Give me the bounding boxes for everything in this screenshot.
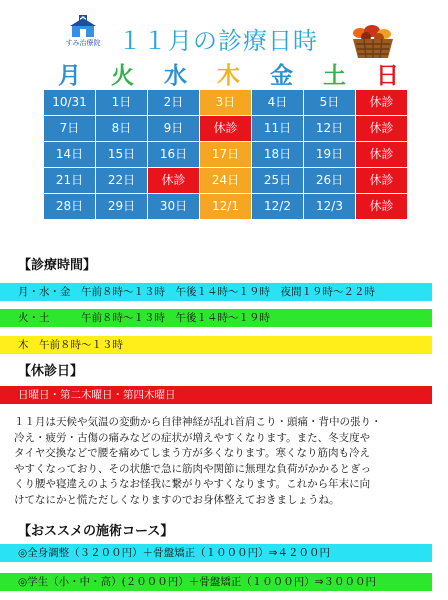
message-line: 冷え・疲労・古傷の痛みなどの症状が増えやすくなります。また、冬支度や: [14, 431, 371, 444]
calendar-cell: 7日: [44, 116, 96, 142]
calendar-cell: 26日: [304, 168, 356, 194]
calendar-cell-closed: 休診: [356, 142, 408, 168]
clinic-logo-text: すみ治療院: [65, 39, 101, 47]
weekday-label: 月: [58, 63, 81, 89]
calendar-week-row: [44, 116, 408, 142]
holidays-title: 【休診日】: [18, 364, 84, 379]
calendar-cell-closed: 休診: [356, 90, 408, 116]
calendar-cell: 10/31: [44, 90, 96, 116]
hours-thu: 木 午前８時～１３時: [0, 336, 432, 354]
calendar-cell: 1日: [96, 90, 148, 116]
course-student: ◎学生（小・中・高）(２０００円）＋骨盤矯正（１０００円）⇒３０００円: [0, 573, 432, 591]
hours-mon-wed-fri: 月・水・金 午前８時～１３時 午後１４時～１９時 夜間１９時～２２時: [0, 283, 432, 301]
weekday-label: 木: [217, 63, 240, 89]
autumn-basket-icon: [350, 24, 396, 60]
hours-title: 【診療時間】: [18, 258, 97, 273]
message-line: やすくなっており、その状態で急に筋肉や関節に無理な負荷がかかるとぎっ: [14, 462, 371, 475]
calendar-cell-thursday: 3日: [200, 90, 252, 116]
calendar-week-row: [44, 194, 408, 220]
calendar-cell: 12/2: [252, 194, 304, 220]
calendar-cell: 29日: [96, 194, 148, 220]
calendar-cell-closed: 休診: [356, 116, 408, 142]
calendar-cell-closed: 休診: [148, 168, 200, 194]
header: [0, 0, 448, 62]
calendar-cell: 11日: [252, 116, 304, 142]
calendar-cell-closed: 休診: [200, 116, 252, 142]
holidays-text: 日曜日・第二木曜日・第四木曜日: [0, 386, 432, 404]
courses-title: 【おススメの施術コース】: [18, 524, 174, 539]
calendar-cell: 16日: [148, 142, 200, 168]
calendar-cell-closed: 休診: [356, 194, 408, 220]
message-text: [14, 415, 434, 509]
calendar-cell: 12/3: [304, 194, 356, 220]
clinic-logo: [58, 14, 108, 54]
weekday-label: 火: [111, 63, 134, 89]
calendar-week-row: [44, 90, 408, 116]
calendar-cell: 9日: [148, 116, 200, 142]
calendar-cell: 12日: [304, 116, 356, 142]
calendar-cell: 18日: [252, 142, 304, 168]
calendar-table: [43, 89, 408, 220]
page-title: １１月の診療日時: [118, 27, 318, 55]
calendar-cell: 2日: [148, 90, 200, 116]
house-icon: [70, 14, 96, 38]
calendar-cell: 19日: [304, 142, 356, 168]
calendar-week-row: [44, 168, 408, 194]
calendar-cell-thursday: 12/1: [200, 194, 252, 220]
message-line: けてなにかと慌ただしくなりますのでお身体整えておきましょうね。: [14, 493, 340, 506]
hours-tue-sat: 火・土 午前８時～１３時 午後１４時～１９時: [0, 309, 432, 327]
calendar-cell: 25日: [252, 168, 304, 194]
message-line: １１月は天候や気温の変動から自律神経が乱れ首肩こり・頭痛・背中の張り・: [14, 416, 382, 428]
calendar-cell: 14日: [44, 142, 96, 168]
weekday-header: [43, 63, 415, 89]
calendar-cell: 30日: [148, 194, 200, 220]
calendar-cell: 8日: [96, 116, 148, 142]
weekday-label: 日: [376, 63, 399, 89]
calendar-cell: 21日: [44, 168, 96, 194]
calendar-cell: 22日: [96, 168, 148, 194]
weekday-label: 金: [270, 63, 293, 89]
calendar-cell: 28日: [44, 194, 96, 220]
calendar-cell-closed: 休診: [356, 168, 408, 194]
calendar-cell: 5日: [304, 90, 356, 116]
course-full-body: ◎全身調整（３２００円）＋骨盤矯正（１０００円）⇒４２００円: [0, 544, 432, 562]
message-line: くり腰や寝違えのようなお怪我に繋がりやすくなります。これから年末に向: [14, 478, 371, 491]
weekday-label: 水: [164, 63, 187, 89]
calendar-cell: 4日: [252, 90, 304, 116]
calendar-cell-thursday: 24日: [200, 168, 252, 194]
message-line: タイヤ交換などで腰を痛めてしまう方が多くなります。寒くなり筋肉も冷え: [14, 447, 370, 460]
calendar-week-row: [44, 142, 408, 168]
calendar-cell: 15日: [96, 142, 148, 168]
calendar-cell-thursday: 17日: [200, 142, 252, 168]
weekday-label: 土: [323, 63, 346, 89]
